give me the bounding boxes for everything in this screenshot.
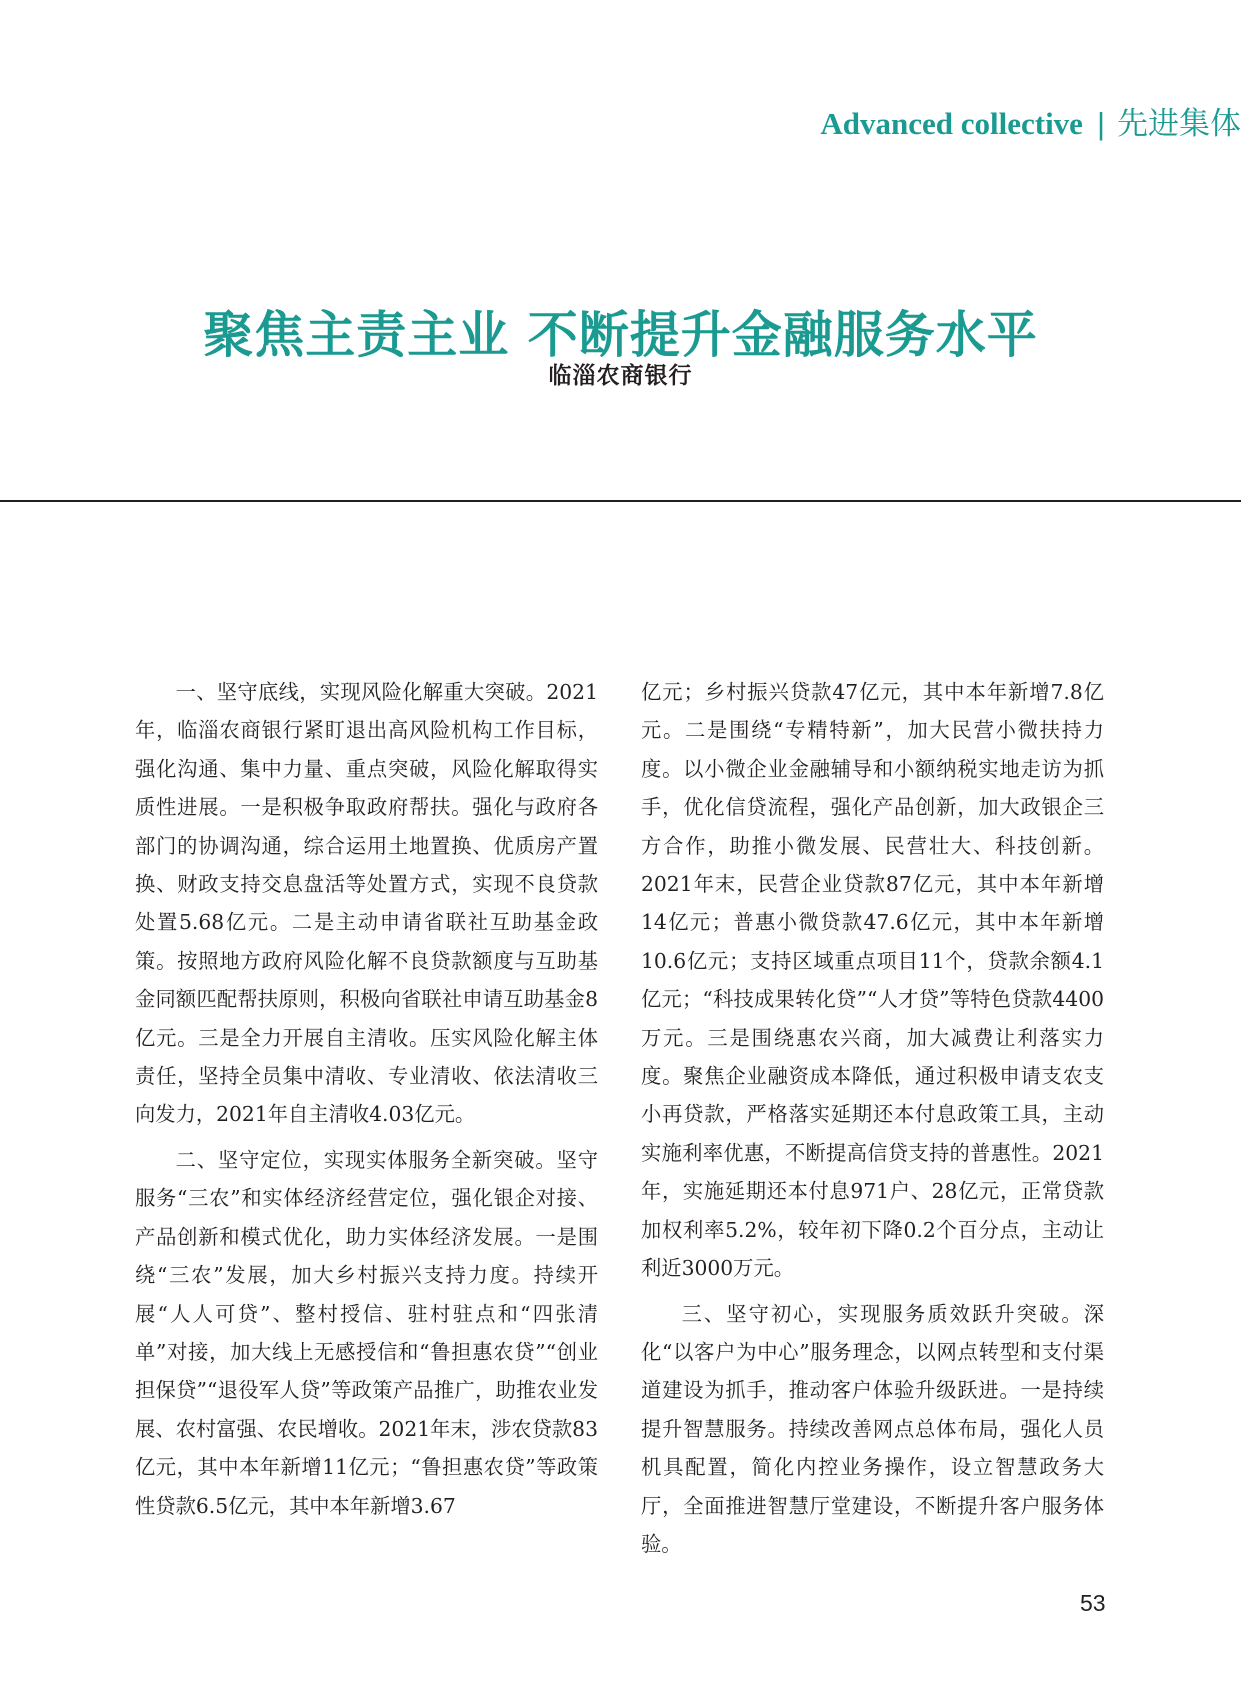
paragraph-section-three: 三、坚守初心，实现服务质效跃升突破。深化“以客户为中心”服务理念，以网点转型和支付渠道建设为抓手，推动客户体验升级跃进。一是持续提升智慧服务。持续改善网点总体布局，强化人员机具配置，简化内控业务操作，设立智慧政务大厅，全面推进智慧厅堂建设，不断提升客户服务体验。 (641, 1301, 1104, 1556)
paragraph-section-two: 二、坚守定位，实现实体服务全新突破。坚守服务“三农”和实体经济经营定位，强化银企对接、产品创新和模式优化，助力实体经济发展。一是围绕“三农”发展，加大乡村振兴支持力度。持续开展“人人可贷”、整村授信、驻村驻点和“四张清单”对接，加大线上无感授信和“鲁担惠农贷”“创业担保贷”“退役军人贷”等政策产品推广，助推农业发展、农村富强、农民增收。2021年末，涉农贷款83亿元，其中本年新增11亿元；“鲁担惠农贷”等政策性贷款6.5亿元，其中本年新增3.67 (135, 1147, 598, 1518)
left-column (135, 673, 598, 1532)
page-number: 53 (1080, 1590, 1106, 1616)
paragraph-section-one: 一、坚守底线，实现风险化解重大突破。2021年，临淄农商银行紧盯退出高风险机构工作目标，强化沟通、集中力量、重点突破，风险化解取得实质性进展。一是积极争取政府帮扶。强化与政府各部门的协调沟通，综合运用土地置换、优质房产置换、财政支持交息盘活等处置方式，实现不良贷款处置5.68亿元。二是主动申请省联社互助基金政策。按照地方政府风险化解不良贷款额度与互助基金同额匹配帮扶原则，积极向省联社申请互助基金8亿元。三是全力开展自主清收。压实风险化解主体责任，坚持全员集中清收、专业清收、依法清收三向发力，2021年自主清收4.03亿元。 (135, 680, 598, 1127)
section-header (0, 98, 1241, 143)
header-divider (0, 500, 1241, 502)
paragraph-section-two-continued: 亿元；乡村振兴贷款47亿元，其中本年新增7.8亿元。二是围绕“专精特新”，加大民营小微扶持力度。以小微企业金融辅导和小额纳税实地走访为抓手，优化信贷流程，强化产品创新，加大政银企三方合作，助推小微发展、民营壮大、科技创新。2021年末，民营企业贷款87亿元，其中本年新增14亿元；普惠小微贷款47.6亿元，其中本年新增10.6亿元；支持区域重点项目11个，贷款余额4.1亿元；“科技成果转化贷”“人才贷”等特色贷款4400万元。三是围绕惠农兴商，加大减费让利落实力度。聚焦企业融资成本降低，通过积极申请支农支小再贷款，严格落实延期还本付息政策工具，主动实施利率优惠，不断提高信贷支持的普惠性。2021年，实施延期还本付息971户、28亿元，正常贷款加权利率5.2%，较年初下降0.2个百分点，主动让利近3000万元。 (641, 680, 1104, 1281)
section-header-chinese: 先进集体 (1117, 106, 1241, 142)
right-column (641, 673, 1104, 1570)
article-author: 临淄农商银行 (548, 363, 693, 389)
section-header-separator: | (1096, 106, 1105, 141)
section-header-english: Advanced collective (820, 106, 1083, 141)
article-title: 聚焦主责主业 不断提升金融服务水平 (203, 306, 1038, 364)
